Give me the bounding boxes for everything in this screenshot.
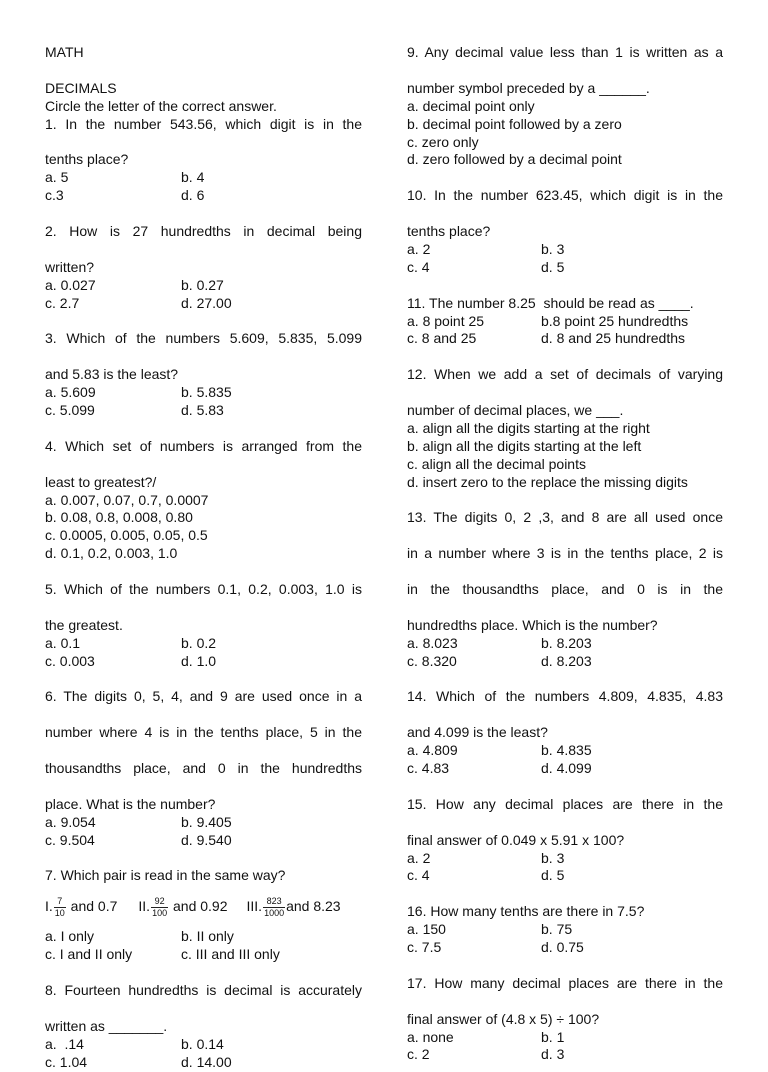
question-16 xyxy=(407,903,723,957)
choice-a[interactable]: a. 0.007, 0.07, 0.7, 0.0007 xyxy=(45,491,209,508)
choice-d[interactable]: d. 8.203 xyxy=(541,652,592,669)
question-stem: number symbol preceded by a ______. xyxy=(407,79,650,96)
choice-d[interactable]: d. 0.1, 0.2, 0.003, 1.0 xyxy=(45,545,178,562)
right-column xyxy=(407,44,723,1064)
choice-d[interactable]: d. 8 and 25 hundredths xyxy=(541,330,686,347)
question-stem: and 5.83 is the least? xyxy=(45,366,179,383)
question-stem: in a number where 3 is in the tenths place, 2 is xyxy=(407,545,723,562)
question-5 xyxy=(45,581,362,671)
pair-ii-label: II. xyxy=(138,898,151,915)
question-11 xyxy=(407,295,723,349)
choice-c[interactable]: c. 8.320 xyxy=(407,652,457,669)
choice-a[interactable]: a. 0.1 xyxy=(45,634,81,651)
choice-a[interactable]: a. 8.023 xyxy=(407,634,458,651)
question-stem: hundredths place. Which is the number? xyxy=(407,616,658,633)
choice-a[interactable]: a. decimal point only xyxy=(407,97,535,114)
question-stem: 14. Which of the numbers 4.809, 4.835, 4.83 xyxy=(407,688,723,705)
choice-c[interactable]: c. 2.7 xyxy=(45,294,80,311)
question-3 xyxy=(45,330,362,420)
choice-a[interactable]: a. 0.027 xyxy=(45,276,96,293)
question-4 xyxy=(45,438,362,563)
choice-b[interactable]: b. decimal point followed by a zero xyxy=(407,115,622,132)
choice-c[interactable]: c. 9.504 xyxy=(45,831,95,848)
question-stem: written as _______. xyxy=(45,1017,168,1034)
choice-c[interactable]: c. 8 and 25 xyxy=(407,330,477,347)
pair-iii-decimal: and 8.23 xyxy=(286,898,341,915)
question-13 xyxy=(407,509,723,670)
choice-c[interactable]: c. 2 xyxy=(407,1046,430,1063)
question-stem: 17. How many decimal places are there in the xyxy=(407,974,723,991)
question-stem: 12. When we add a set of decimals of varying xyxy=(407,366,723,383)
question-12 xyxy=(407,366,723,491)
choice-a[interactable]: a. 5.609 xyxy=(45,384,96,401)
instruction-text: Circle the letter of the correct answer. xyxy=(45,97,277,114)
choice-b[interactable]: b. 1 xyxy=(541,1028,565,1045)
choice-b[interactable]: b. 3 xyxy=(541,240,565,257)
choice-d[interactable]: d. 5.83 xyxy=(181,402,224,418)
question-stem: 4. Which set of numbers is arranged from the xyxy=(45,437,362,454)
choice-a[interactable]: a. 2 xyxy=(407,240,431,257)
question-stem: tenths place? xyxy=(407,223,491,240)
choice-b[interactable]: b. II only xyxy=(181,928,234,945)
choice-a[interactable]: a. 2 xyxy=(407,849,431,866)
fraction-823-thousandths: $\frac{823}{1000}$ xyxy=(264,895,285,918)
choice-b[interactable]: b. 8.203 xyxy=(541,634,592,651)
choice-b[interactable]: b. 0.2 xyxy=(181,634,217,651)
choice-c[interactable]: c. zero only xyxy=(407,133,479,150)
fraction-ninety-two-hundredths: $\frac{92}{100}$ xyxy=(152,895,168,918)
question-10 xyxy=(407,187,723,277)
question-14 xyxy=(407,688,723,778)
choice-b[interactable]: b. 0.14 xyxy=(181,1035,224,1052)
choice-d[interactable]: d. zero followed by a decimal point xyxy=(407,151,622,168)
question-stem: 16. How many tenths are there in 7.5? xyxy=(407,903,645,920)
choice-b[interactable]: b. 0.08, 0.8, 0.008, 0.80 xyxy=(45,509,193,526)
choice-b[interactable]: b. 4 xyxy=(181,169,205,186)
question-9 xyxy=(407,44,723,169)
choice-c[interactable]: c. 1.04 xyxy=(45,1053,88,1070)
fraction-pairs xyxy=(45,889,362,925)
choice-a[interactable]: a. 4.809 xyxy=(407,742,458,759)
question-2 xyxy=(45,223,362,313)
question-6 xyxy=(45,688,362,849)
question-15 xyxy=(407,796,723,886)
choice-a[interactable]: a. 8 point 25 xyxy=(407,312,485,329)
choice-d[interactable]: d. 0.75 xyxy=(541,939,584,956)
question-stem: written? xyxy=(45,258,95,275)
question-stem: final answer of 0.049 x 5.91 x 100? xyxy=(407,831,625,848)
question-stem: and 4.099 is the least? xyxy=(407,724,548,741)
choice-c[interactable]: c. I and II only xyxy=(45,946,133,963)
question-stem: final answer of (4.8 x 5) ÷ 100? xyxy=(407,1010,600,1027)
choice-a[interactable]: a. I only xyxy=(45,928,95,945)
choice-b[interactable]: b. 4.835 xyxy=(541,742,592,759)
choice-d[interactable]: c. III and III only xyxy=(181,946,280,963)
choice-c[interactable]: c. 4 xyxy=(407,258,430,275)
choice-d[interactable]: d. 4.099 xyxy=(541,760,592,777)
question-stem: 13. The digits 0, 2 ,3, and 8 are all used once xyxy=(407,509,723,526)
choice-a[interactable]: a. 5 xyxy=(45,169,69,186)
question-stem: 9. Any decimal value less than 1 is written as a xyxy=(407,44,723,60)
choice-b[interactable]: b. 9.405 xyxy=(181,813,232,830)
question-stem: 5. Which of the numbers 0.1, 0.2, 0.003, 1.0 is xyxy=(45,581,362,598)
choice-a[interactable]: a. align all the digits starting at the right xyxy=(407,419,650,436)
choice-d[interactable]: d. 5 xyxy=(541,867,565,884)
choice-a[interactable]: a. none xyxy=(407,1028,454,1045)
question-stem: in the thousandths place, and 0 is in the xyxy=(407,581,723,598)
left-column xyxy=(45,44,362,1072)
choice-c[interactable]: c. 0.003 xyxy=(45,652,95,669)
choice-b[interactable]: b. 5.835 xyxy=(181,384,232,401)
choice-c[interactable]: c. 4.83 xyxy=(407,760,450,777)
question-stem: 7. Which pair is read in the same way? xyxy=(45,867,286,884)
question-stem: least to greatest?/ xyxy=(45,473,157,490)
question-7 xyxy=(45,867,362,964)
choice-b[interactable]: b.8 point 25 hundredths xyxy=(541,312,689,329)
question-stem: place. What is the number? xyxy=(45,795,216,812)
pair-i-label: I. xyxy=(45,898,53,915)
question-stem: 2. How is 27 hundredths in decimal being xyxy=(45,223,362,239)
choice-b[interactable]: b. align all the digits starting at the left xyxy=(407,437,642,454)
subject-heading: MATH xyxy=(45,44,84,60)
question-stem: tenths place? xyxy=(45,151,129,168)
question-stem: 8. Fourteen hundredths is decimal is accurately xyxy=(45,982,362,998)
choice-a[interactable]: a. 9.054 xyxy=(45,813,96,830)
question-stem: the greatest. xyxy=(45,616,123,633)
choice-d[interactable]: d. 1.0 xyxy=(181,652,217,669)
choice-b[interactable]: b. 0.27 xyxy=(181,276,224,293)
choice-c[interactable]: c.3 xyxy=(45,187,64,204)
question-stem: 15. How any decimal places are there in the xyxy=(407,795,723,812)
question-stem: 10. In the number 623.45, which digit is in the xyxy=(407,187,723,204)
pair-ii-decimal: and 0.92 xyxy=(169,898,228,915)
question-stem: 1. In the number 543.56, which digit is in the xyxy=(45,115,362,132)
question-stem: 3. Which of the numbers 5.609, 5.835, 5.099 xyxy=(45,330,362,347)
question-stem: thousandths place, and 0 in the hundredths xyxy=(45,760,362,777)
choice-d[interactable]: d. insert zero to the replace the missing digits xyxy=(407,473,688,490)
choice-c[interactable]: c. align all the decimal points xyxy=(407,455,586,472)
choice-a[interactable]: a. 150 xyxy=(407,921,446,938)
choice-b[interactable]: b. 3 xyxy=(541,849,565,866)
choice-d[interactable]: d. 3 xyxy=(541,1046,565,1063)
question-1 xyxy=(45,116,362,206)
choice-c[interactable]: c. 5.099 xyxy=(45,402,95,418)
choice-a[interactable]: a. .14 xyxy=(45,1035,84,1052)
choice-c[interactable]: c. 0.0005, 0.005, 0.05, 0.5 xyxy=(45,527,208,544)
choice-d[interactable]: d. 27.00 xyxy=(181,294,232,311)
choice-b[interactable]: b. 75 xyxy=(541,921,573,938)
choice-d[interactable]: d. 6 xyxy=(181,187,205,204)
choice-c[interactable]: c. 4 xyxy=(407,867,430,884)
question-stem: number of decimal places, we ___. xyxy=(407,402,624,419)
pair-iii-label: III. xyxy=(246,898,263,915)
choice-d[interactable]: d. 14.00 xyxy=(181,1053,232,1070)
question-stem: 11. The number 8.25 should be read as ____. xyxy=(407,294,694,311)
question-stem: number where 4 is in the tenths place, 5 in the xyxy=(45,724,362,741)
topic-heading: DECIMALS xyxy=(45,79,117,96)
pair-i-decimal: and 0.7 xyxy=(66,898,118,915)
choice-d[interactable]: d. 9.540 xyxy=(181,831,232,848)
question-17 xyxy=(407,975,723,1065)
choice-d[interactable]: d. 5 xyxy=(541,258,565,275)
question-8 xyxy=(45,982,362,1072)
choice-c[interactable]: c. 7.5 xyxy=(407,939,442,956)
fraction-seven-tenths: $\frac{7}{10}$ xyxy=(54,895,65,918)
question-stem: 6. The digits 0, 5, 4, and 9 are used once in a xyxy=(45,688,362,705)
